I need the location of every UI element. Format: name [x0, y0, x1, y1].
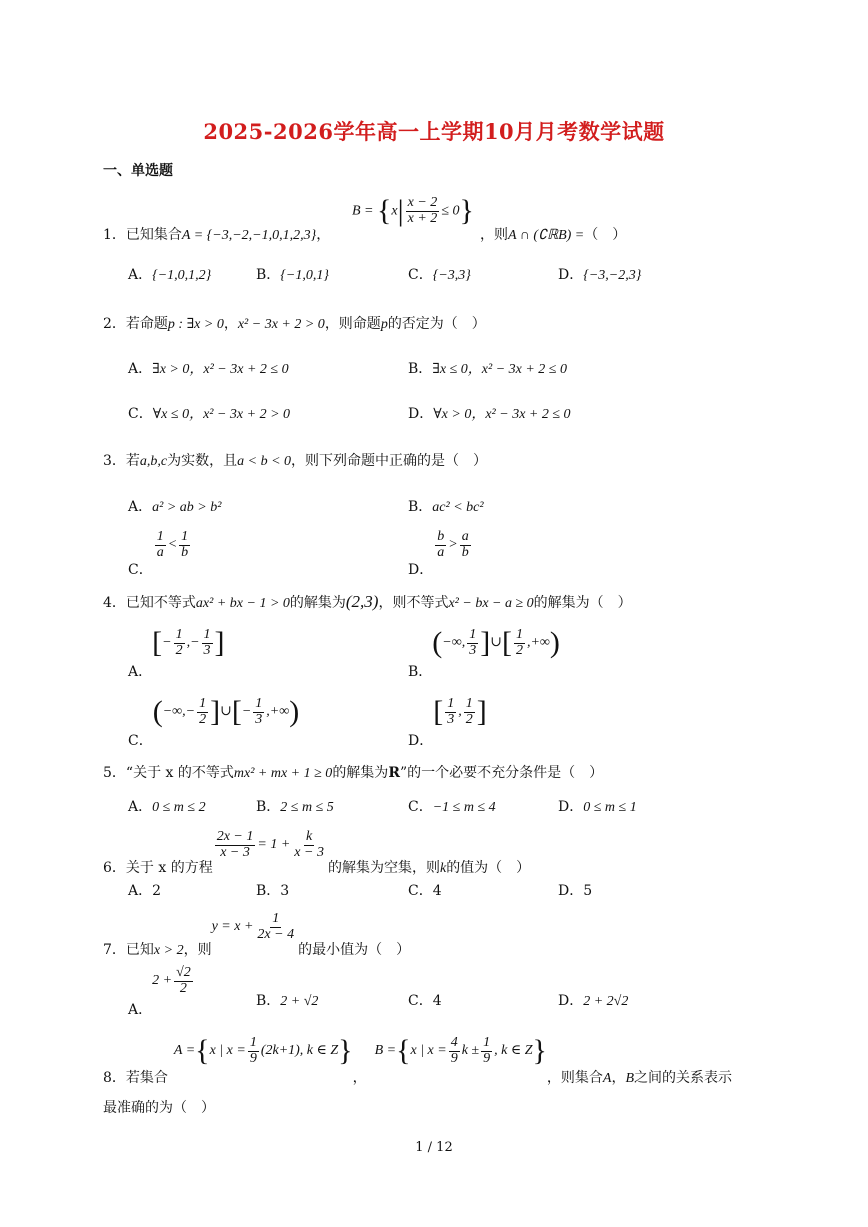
q1-brace-left: {	[377, 194, 392, 228]
q4-b-lbracket2: [	[501, 626, 512, 660]
q8-b-n1: 4	[450, 1035, 458, 1050]
q5-option-a[interactable]	[128, 800, 206, 815]
q8-continuation: 最准确的为（ ）	[103, 1100, 215, 1116]
question-2	[103, 317, 486, 332]
q7-a-d: 2	[179, 980, 187, 996]
q2-option-a[interactable]	[128, 362, 289, 377]
q1-set-b	[352, 196, 474, 226]
q4-c-n1: 1	[199, 696, 207, 711]
q4-c-rparen: )	[289, 695, 300, 729]
q1-expression: A ∩ (∁ℝB) =	[508, 228, 585, 243]
q4-b-d1: 3	[469, 642, 477, 658]
q7-option-a[interactable]	[128, 965, 195, 1019]
q8-number: 8．	[103, 1070, 126, 1087]
q1-option-b[interactable]	[256, 268, 329, 283]
q4-a-n1: 1	[175, 627, 183, 642]
q1-brace-right: }	[459, 194, 474, 228]
q3-c-n1: 1	[156, 529, 164, 544]
q7-expr-pre: y = x +	[211, 919, 254, 935]
q3-d-op: >	[448, 537, 458, 553]
q5-option-b-value: 2 ≤ m ≤ 5	[280, 800, 334, 815]
q2-expr1: p : ∃x > 0	[167, 317, 224, 332]
q4-text2: 的解集为	[289, 595, 346, 611]
q1-option-d-value: {−3,−2,3}	[583, 268, 642, 283]
q1-then: ，则	[480, 227, 508, 243]
q1-option-c[interactable]	[408, 268, 471, 283]
q4-c-frac2	[253, 697, 264, 727]
q3-c-frac2	[179, 530, 190, 560]
q8-b-frac1	[449, 1036, 460, 1066]
exam-title: 2025-2026学年高一上学期10月月考数学试题	[203, 119, 665, 144]
q4-option-b[interactable]	[408, 626, 560, 681]
q1-set-a: A = {−3,−2,−1,0,1,2,3}	[181, 228, 317, 243]
q6-frac2	[292, 830, 326, 860]
q2-expr2: x² − 3x + 2 > 0	[237, 317, 325, 332]
question-7	[103, 911, 411, 959]
q4-d-n2: 1	[465, 696, 473, 711]
q4-a-frac2	[202, 628, 213, 658]
q8-b-brace-right: }	[532, 1034, 547, 1068]
q3-vars: a,b,c	[139, 454, 168, 469]
q8-set-a-label: A =	[173, 1043, 196, 1059]
q5-real-set: R	[388, 765, 400, 781]
page-number: 1 / 12	[415, 1140, 453, 1155]
q3-option-d[interactable]	[408, 529, 473, 579]
q5-option-b[interactable]	[256, 800, 334, 815]
q4-d-d1: 3	[447, 711, 455, 727]
q3-number: 3．	[103, 453, 126, 469]
q4-set: (2,3)	[345, 592, 379, 611]
q1-option-b-label: B．	[256, 267, 281, 283]
q7-option-b-value: 2 + √2	[280, 994, 319, 1009]
q6-option-d[interactable]: D．5	[558, 883, 593, 899]
q3-d-frac2	[460, 530, 471, 560]
q1-frac-num: x − 2	[407, 195, 438, 210]
q4-d-frac2	[464, 697, 475, 727]
q2-option-a-label: A．	[128, 361, 153, 377]
q3-d-n1: b	[437, 529, 445, 544]
q8-a: A	[602, 1071, 612, 1087]
q7-text3: 的最小值为（ ）	[298, 942, 411, 959]
q2-option-b-label: B．	[408, 361, 433, 377]
q4-a-d2: 3	[203, 642, 211, 658]
q2-option-c-label: C．	[128, 406, 153, 422]
q5-option-a-value: 0 ≤ m ≤ 2	[152, 800, 206, 815]
q4-option-a[interactable]	[128, 626, 225, 681]
q4-a-pre: −	[162, 635, 172, 651]
q6-n1: 2x − 1	[216, 829, 254, 844]
q1-option-c-value: {−3,3}	[432, 268, 471, 283]
q8-text1: 若集合	[125, 1070, 168, 1087]
q4-b-rparen: )	[549, 626, 560, 660]
q4-option-c-label: C．	[128, 733, 153, 750]
q2-option-a-value: ∃x > 0，x² − 3x + 2 ≤ 0	[152, 362, 289, 377]
q8-set-b-label: B =	[374, 1043, 397, 1059]
q4-c-frac1	[197, 697, 208, 727]
q4-option-b-label: B．	[408, 664, 433, 681]
q4-d-frac1	[445, 697, 456, 727]
q8-set-b-body2: , k ∈ Z	[494, 1043, 533, 1059]
q3-option-d-label: D．	[408, 562, 434, 579]
q1-set-b-label: B =	[352, 203, 377, 219]
q7-number: 7．	[103, 942, 126, 959]
q8-set-a-body2: (2k+1), k ∈ Z	[260, 1043, 339, 1059]
q2-text2: ，则命题	[324, 316, 381, 332]
q8-b-d2: 9	[483, 1050, 491, 1066]
q7-cond: x > 2	[153, 943, 184, 959]
q4-option-d-label: D．	[408, 733, 434, 750]
q1-option-a-value: {−1,0,1,2}	[152, 268, 212, 283]
q2-option-b-value: ∃x ≤ 0，x² − 3x + 2 ≤ 0	[432, 362, 567, 377]
q8-text3: 之间的关系表示	[634, 1070, 733, 1087]
q4-option-a-label: A．	[128, 664, 153, 681]
q5-text3: ”的一个必要不充分条件是（ ）	[399, 765, 604, 781]
q4-ineq2: x² − bx − a ≥ 0	[448, 596, 534, 611]
q7-option-d[interactable]	[558, 994, 628, 1009]
q3-option-a-label: A．	[128, 499, 153, 515]
q4-c-d1: 2	[199, 711, 207, 727]
q6-k: k	[439, 861, 447, 877]
q3-d-d2: b	[461, 544, 469, 560]
q4-b-rbracket1: ]	[480, 626, 491, 660]
q2-sep: ，	[223, 316, 238, 332]
q3-c-op: <	[167, 537, 178, 553]
q1-frac-den: x + 2	[407, 210, 438, 226]
q7-d: 2x − 4	[257, 926, 295, 942]
question-5	[103, 766, 603, 781]
q5-option-d-value: 0 ≤ m ≤ 1	[583, 800, 637, 815]
q4-d-n1: 1	[447, 696, 455, 711]
q4-c-post: ,+∞	[266, 704, 290, 720]
q8-set-b-body1: x | x =	[410, 1043, 447, 1059]
q4-c-lbracket2: [	[231, 695, 242, 729]
q3-text3: ，则下列命题中正确的是（ ）	[291, 453, 488, 469]
q6-option-b[interactable]: B．3	[256, 883, 290, 899]
q2-option-c-value: ∀x ≤ 0，x² − 3x + 2 > 0	[152, 407, 291, 422]
q1-set-b-cond: ≤ 0	[441, 203, 460, 219]
q5-ineq: mx² + mx + 1 ≥ 0	[233, 766, 333, 781]
q7-option-d-value: 2 + 2√2	[583, 994, 629, 1009]
q7-text2: ，则	[183, 942, 212, 959]
q4-c-rbracket1: ]	[210, 695, 221, 729]
q4-b-frac1	[467, 628, 478, 658]
q3-option-b-label: B．	[408, 499, 433, 515]
q7-n: 1	[272, 911, 280, 926]
q3-d-n2: a	[461, 529, 469, 544]
q1-option-c-label: C．	[408, 267, 433, 283]
q7-a-frac	[174, 966, 193, 996]
q8-sep: ，	[352, 1070, 367, 1087]
q5-option-c[interactable]	[408, 800, 496, 815]
q7-a-n: √2	[176, 965, 191, 980]
q2-text3: 的否定为（ ）	[387, 316, 486, 332]
q8-a-brace-left: {	[195, 1034, 210, 1068]
q4-a-rbracket: ]	[214, 626, 225, 660]
q3-c-frac1	[155, 530, 166, 560]
q3-text2: 为实数，且	[167, 453, 238, 469]
q8-b-d1: 9	[450, 1050, 458, 1066]
q1-option-d-label: D．	[558, 267, 584, 283]
q8-b-brace-left: {	[396, 1034, 411, 1068]
question-1	[103, 228, 330, 243]
q3-option-a-value: a² > ab > b²	[152, 500, 222, 515]
q8-comma: ，	[611, 1070, 626, 1087]
q4-b-n1: 1	[469, 627, 477, 642]
q7-option-c[interactable]: C．4	[408, 993, 442, 1009]
q8-a-frac	[248, 1036, 259, 1066]
q4-text3: ，则不等式	[378, 595, 449, 611]
q3-c-n2: 1	[181, 529, 189, 544]
q8-b: B	[625, 1071, 635, 1087]
q4-d-lbracket: [	[433, 695, 444, 729]
q6-frac1	[215, 830, 256, 860]
q4-option-d[interactable]	[408, 695, 487, 750]
q5-option-d[interactable]	[558, 800, 637, 815]
q6-option-c[interactable]: C．4	[408, 883, 442, 899]
q4-text1: 已知不等式	[125, 595, 196, 611]
q8-set-a-body1: x | x =	[209, 1043, 246, 1059]
q4-d-rbracket: ]	[476, 695, 487, 729]
q4-c-mid: −	[241, 704, 252, 720]
q4-a-d1: 2	[175, 642, 183, 658]
q7-text1: 已知	[125, 942, 154, 959]
q4-number: 4．	[103, 595, 126, 611]
q6-mid: = 1 +	[257, 837, 291, 853]
q4-text4: 的解集为（ ）	[533, 595, 632, 611]
q5-option-c-label: C．	[408, 799, 433, 815]
q1-fraction	[406, 196, 440, 226]
q4-c-n2: 1	[255, 696, 263, 711]
q7-frac	[255, 912, 296, 942]
q6-text1: 关于 x 的方程	[125, 860, 213, 877]
q4-a-frac1	[174, 628, 185, 658]
q1-option-a-label: A．	[128, 267, 153, 283]
q4-c-d2: 3	[255, 711, 263, 727]
q7-option-b-label: B．	[256, 993, 281, 1009]
q5-number: 5．	[103, 765, 126, 781]
q3-option-c-label: C．	[128, 562, 153, 579]
q5-option-d-label: D．	[558, 799, 584, 815]
q4-b-pre: −∞,	[442, 635, 466, 651]
q1-paren: （ ）	[584, 227, 627, 243]
q3-option-b[interactable]	[408, 500, 484, 515]
q1-option-d[interactable]	[558, 268, 641, 283]
q4-a-lbracket: [	[152, 626, 163, 660]
q4-b-frac2	[514, 628, 525, 658]
q8-a-brace-right: }	[338, 1034, 353, 1068]
q1-number: 1．	[103, 227, 126, 243]
q4-b-union: ∪	[490, 635, 502, 651]
q1-bar: |	[397, 194, 404, 228]
q6-n2: k	[306, 829, 313, 844]
q8-b-n2: 1	[483, 1035, 491, 1050]
q2-option-d-value: ∀x > 0，x² − 3x + 2 ≤ 0	[433, 407, 571, 422]
q2-number: 2．	[103, 316, 126, 332]
q3-option-c[interactable]	[128, 529, 192, 579]
q4-c-union: ∪	[220, 704, 232, 720]
q1-sep: ，	[316, 227, 331, 243]
q3-cond: a < b < 0	[237, 454, 292, 469]
q3-option-b-value: ac² < bc²	[432, 500, 484, 515]
q2-text1: 若命题	[125, 316, 168, 332]
q3-c-d2: b	[181, 544, 189, 560]
q4-b-lparen: (	[432, 626, 443, 660]
q3-option-a[interactable]	[128, 500, 221, 515]
q8-a-d: 9	[249, 1050, 257, 1066]
question-8	[103, 1034, 733, 1087]
question-3	[103, 454, 487, 469]
q5-text2: 的解集为	[332, 765, 389, 781]
q1-text: 已知集合	[125, 227, 182, 243]
q2-p: p	[380, 317, 388, 332]
q6-number: 6．	[103, 860, 126, 877]
q1-option-b-value: {−1,0,1}	[280, 268, 329, 283]
q4-d-d2: 2	[465, 711, 473, 727]
q4-b-post: ,+∞	[526, 635, 550, 651]
q4-c-lparen: (	[152, 695, 163, 729]
q7-a-pre: 2 +	[152, 973, 173, 989]
q8-text2: ，则集合	[546, 1070, 603, 1087]
q1-option-a[interactable]	[128, 268, 211, 283]
q6-d1: x − 3	[220, 844, 250, 860]
q7-option-b[interactable]	[256, 994, 318, 1009]
q5-text1: “关于 x 的不等式	[125, 765, 234, 781]
q4-option-c[interactable]	[128, 695, 300, 750]
q7-option-a-label: A．	[128, 1002, 153, 1019]
q6-text2: 的解集为空集，则	[327, 860, 440, 877]
q4-a-mid: ,−	[186, 635, 200, 651]
q4-ineq1: ax² + bx − 1 > 0	[195, 596, 290, 611]
q7-option-d-label: D．	[558, 993, 584, 1009]
question-6	[103, 829, 531, 877]
q6-option-a[interactable]: A．2	[128, 883, 162, 899]
q8-a-n: 1	[249, 1035, 257, 1050]
q2-option-d[interactable]	[408, 407, 571, 422]
q3-text1: 若	[125, 453, 140, 469]
q4-b-d2: 2	[515, 642, 523, 658]
q6-text3: 的值为（ ）	[446, 860, 531, 877]
q6-d2: x − 3	[294, 844, 324, 860]
section-heading: 一、单选题	[103, 163, 173, 179]
q2-option-c[interactable]	[128, 407, 290, 422]
q4-c-pre: −∞,−	[162, 704, 196, 720]
q1-tail	[480, 228, 626, 243]
q3-d-d1: a	[437, 544, 445, 560]
q3-c-d1: a	[156, 544, 164, 560]
q4-b-n2: 1	[515, 627, 523, 642]
q8-set-b-mid: k ±	[461, 1043, 480, 1059]
q2-option-d-label: D．	[408, 406, 434, 422]
q3-d-frac1	[435, 530, 446, 560]
q2-option-b[interactable]	[408, 362, 567, 377]
q5-option-c-value: −1 ≤ m ≤ 4	[432, 800, 496, 815]
q5-option-b-label: B．	[256, 799, 281, 815]
question-4	[103, 593, 632, 611]
q4-a-n2: 1	[203, 627, 211, 642]
q1-set-b-var: x	[391, 203, 398, 219]
q5-option-a-label: A．	[128, 799, 153, 815]
q8-b-frac2	[481, 1036, 492, 1066]
q4-d-comma: ,	[458, 704, 462, 720]
